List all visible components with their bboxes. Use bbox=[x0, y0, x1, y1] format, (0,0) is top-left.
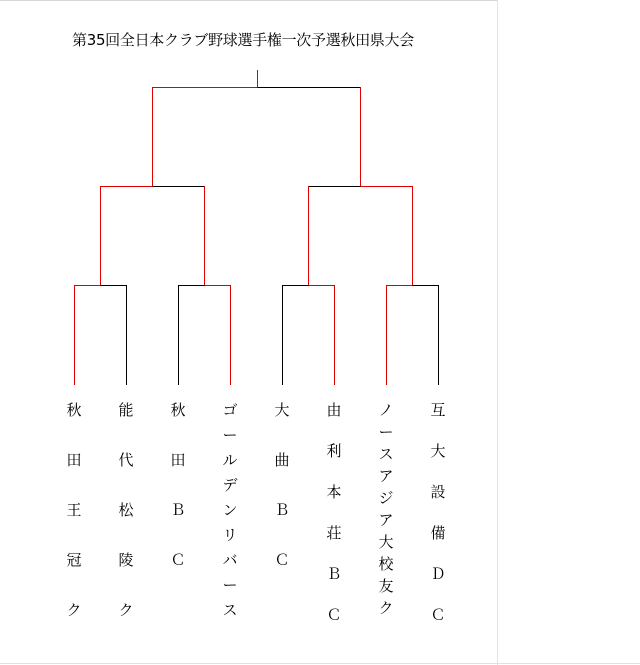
team-name-char: ア bbox=[378, 511, 394, 529]
team-name-char: ー bbox=[222, 576, 238, 594]
team-name-char: 能 bbox=[118, 401, 134, 419]
team-name-char: 松 bbox=[118, 501, 134, 519]
team-name-char: ク bbox=[66, 601, 82, 619]
team-name-char: 互 bbox=[430, 401, 446, 419]
team-name-char: 曲 bbox=[274, 451, 290, 469]
team-name-char: デ bbox=[222, 476, 238, 494]
team-name-char: Ｂ bbox=[326, 565, 342, 583]
team-name-char: 設 bbox=[430, 483, 446, 501]
team-name-char: ー bbox=[222, 426, 238, 444]
team-name-char: 陵 bbox=[118, 551, 134, 569]
team-name-char: ー bbox=[378, 423, 394, 441]
team-name-char: ス bbox=[222, 601, 238, 619]
team-name-char: Ｄ bbox=[430, 565, 446, 583]
team-name-char: 大 bbox=[430, 442, 446, 460]
team-name-char: Ｃ bbox=[274, 551, 290, 569]
team-name-char: ゴ bbox=[222, 401, 238, 419]
team-name-char: ル bbox=[222, 451, 238, 469]
team-name-5 bbox=[270, 403, 294, 603]
team-name-char: Ｂ bbox=[274, 501, 290, 519]
tournament-title: 第35回全日本クラブ野球選手権一次予選秋田県大会 bbox=[72, 31, 414, 49]
team-name-char: 友 bbox=[378, 577, 394, 595]
team-name-char: ス bbox=[378, 445, 394, 463]
team-name-char: 田 bbox=[170, 451, 186, 469]
team-name-1 bbox=[62, 403, 86, 653]
team-name-char: リ bbox=[222, 526, 238, 544]
team-name-char: ク bbox=[378, 599, 394, 617]
team-name-char: 大 bbox=[378, 533, 394, 551]
team-name-char: 冠 bbox=[66, 551, 82, 569]
team-name-char: バ bbox=[222, 551, 238, 569]
team-name-char: Ｂ bbox=[170, 501, 186, 519]
team-name-char: ノ bbox=[378, 401, 394, 419]
team-name-char: ア bbox=[378, 467, 394, 485]
team-name-char: 田 bbox=[66, 451, 82, 469]
team-name-char: Ｃ bbox=[326, 606, 342, 624]
team-name-7 bbox=[374, 403, 398, 623]
team-name-char: 利 bbox=[326, 442, 342, 460]
team-name-char: 秋 bbox=[66, 401, 82, 419]
team-name-3 bbox=[166, 403, 190, 603]
team-name-2 bbox=[114, 403, 138, 653]
team-name-char: 校 bbox=[378, 555, 394, 573]
team-name-char: 由 bbox=[326, 401, 342, 419]
team-name-char: 代 bbox=[118, 451, 134, 469]
team-name-4 bbox=[218, 403, 242, 628]
team-name-8 bbox=[426, 403, 450, 649]
team-name-char: ン bbox=[222, 501, 238, 519]
team-name-char: Ｃ bbox=[170, 551, 186, 569]
team-name-char: ク bbox=[118, 601, 134, 619]
team-name-char: 大 bbox=[274, 401, 290, 419]
team-name-char: 王 bbox=[66, 501, 82, 519]
team-name-char: 荘 bbox=[326, 524, 342, 542]
team-name-char: 本 bbox=[326, 483, 342, 501]
team-name-char: Ｃ bbox=[430, 606, 446, 624]
team-name-char: ジ bbox=[378, 489, 394, 507]
team-name-char: 秋 bbox=[170, 401, 186, 419]
team-name-6 bbox=[322, 403, 346, 649]
team-name-char: 備 bbox=[430, 524, 446, 542]
